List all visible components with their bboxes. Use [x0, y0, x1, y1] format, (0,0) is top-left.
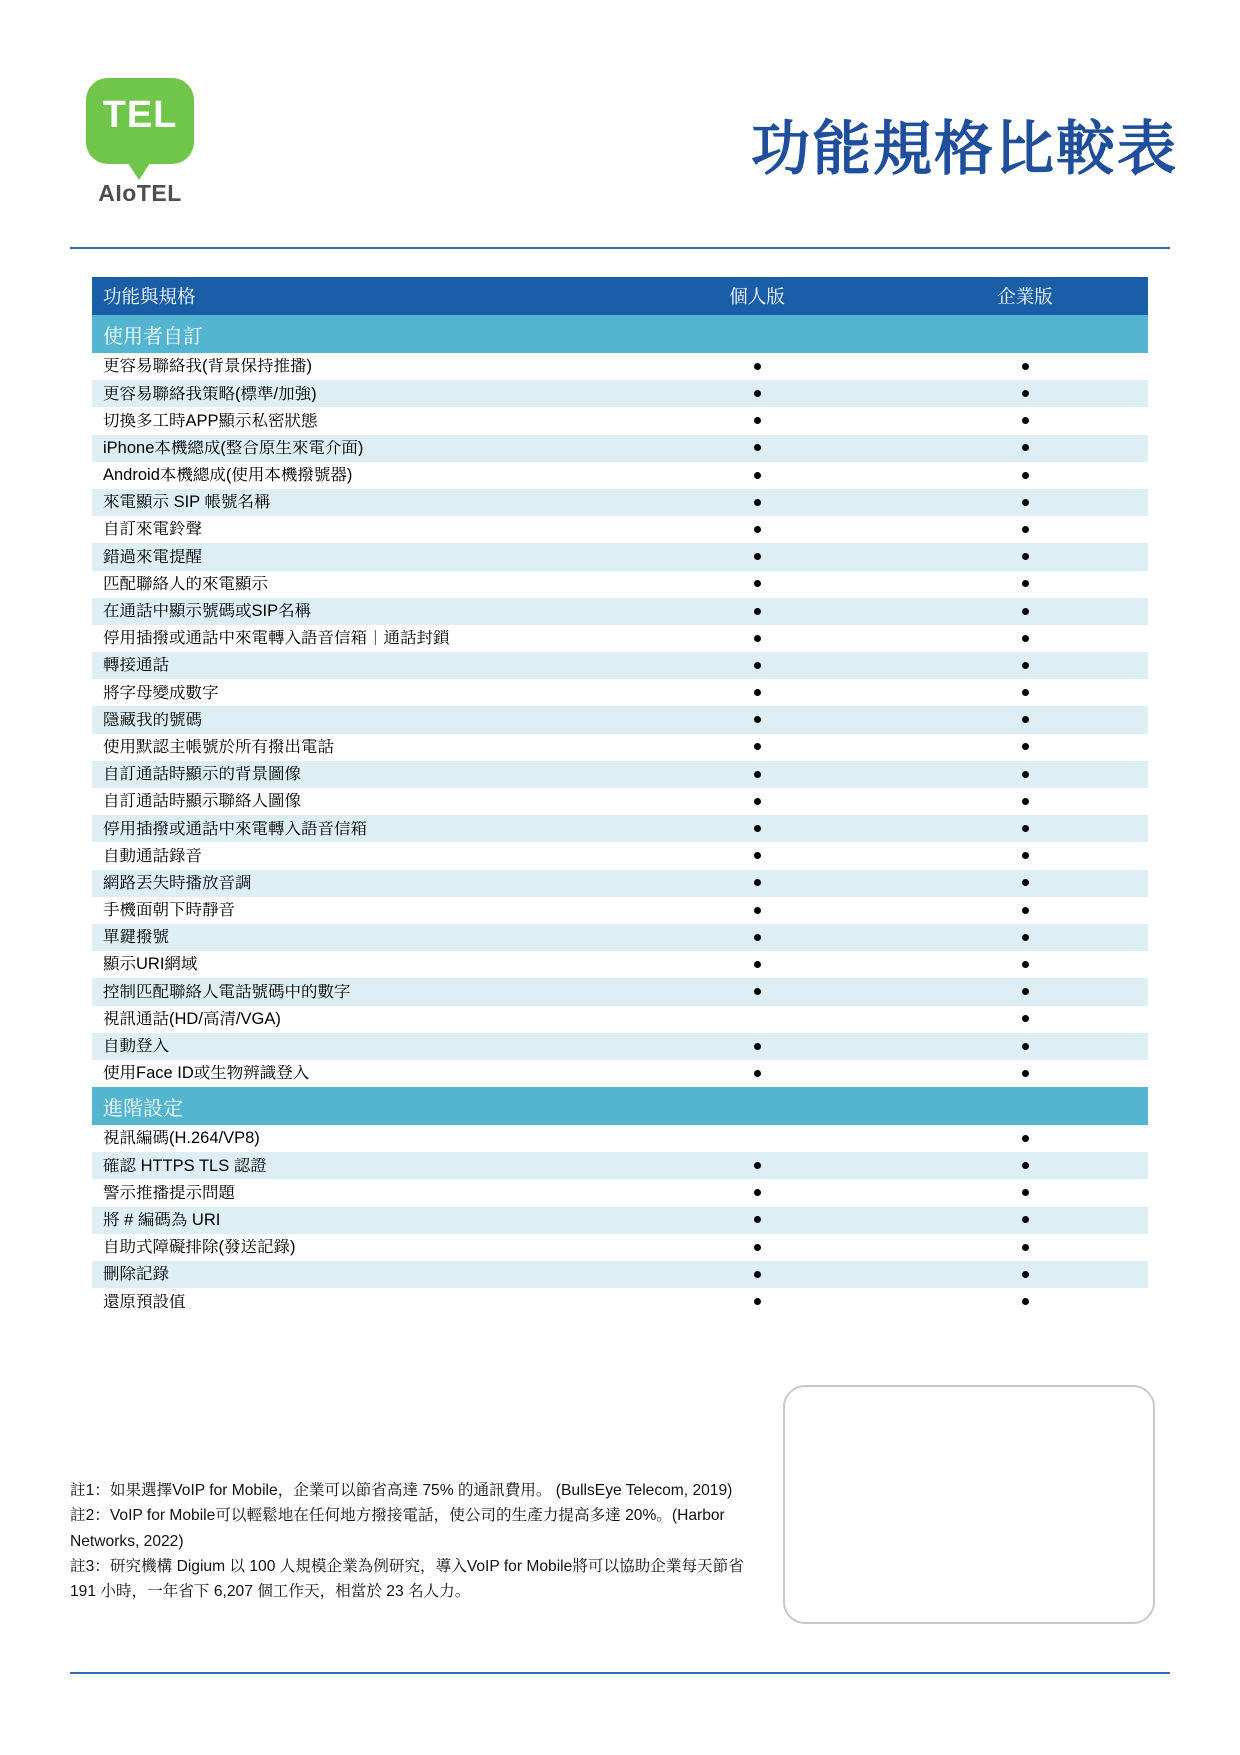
column-header-enterprise: 企業版: [997, 286, 1053, 307]
table-row: [92, 842, 1148, 869]
personal-mark: [623, 630, 891, 646]
feature-label: 切換多工時APP顯示私密狀態: [103, 412, 318, 430]
table-row: [92, 978, 1148, 1005]
feature-label: 自助式障礙排除(發送記錄): [103, 1239, 296, 1256]
feature-label: Android本機總成(使用本機撥號器): [103, 467, 353, 484]
logo-text: TEL: [102, 94, 178, 136]
enterprise-mark: [891, 495, 1159, 511]
feature-label: 更容易聯絡我策略(標準/加強): [103, 385, 317, 403]
footnote-1: 註1：如果選擇VoIP for Mobile，企業可以節省高達 75% 的通訊費用。 (BullsEye Telecom, 2019): [70, 1482, 733, 1499]
table-row: [92, 625, 1148, 652]
feature-label: 視訊編碼(H.264/VP8): [103, 1130, 260, 1147]
table-row: [92, 1207, 1148, 1234]
feature-label: 確認 HTTPS TLS 認證: [103, 1157, 267, 1175]
personal-mark: [623, 766, 891, 782]
personal-mark: [623, 440, 891, 456]
enterprise-mark: [891, 1038, 1159, 1054]
enterprise-mark: [891, 821, 1159, 837]
enterprise-mark: [891, 957, 1159, 973]
enterprise-mark: [891, 630, 1159, 646]
feature-label: 匹配聯絡人的來電顯示: [103, 575, 268, 593]
column-header-personal: 個人版: [729, 286, 785, 307]
section-header-advanced: [92, 1087, 1148, 1125]
table-row: [92, 1152, 1148, 1179]
table-row: [92, 815, 1148, 842]
table-row: [92, 489, 1148, 516]
personal-mark: [623, 603, 891, 619]
personal-mark: [623, 685, 891, 701]
enterprise-mark: [891, 1212, 1159, 1228]
personal-mark: [623, 549, 891, 565]
feature-label: 在通話中顯示號碼或SIP名稱: [103, 603, 312, 620]
feature-label: 自訂通話時顯示的背景圖像: [103, 766, 301, 783]
personal-mark: [623, 984, 891, 1000]
feature-label: 更容易聯絡我(背景保持推播): [103, 358, 312, 375]
personal-mark: [623, 794, 891, 810]
enterprise-mark: [891, 440, 1159, 456]
enterprise-mark: [891, 1294, 1159, 1310]
logo-caption: AIoTEL: [98, 180, 182, 206]
enterprise-mark: [891, 712, 1159, 728]
enterprise-mark: [891, 467, 1159, 483]
enterprise-mark: [891, 576, 1159, 592]
table-row: [92, 1060, 1148, 1087]
feature-label: 隱藏我的號碼: [103, 711, 202, 729]
personal-mark: [623, 739, 891, 755]
feature-label: 將字母變成數字: [103, 684, 219, 702]
footnotes: [70, 1478, 750, 1604]
enterprise-mark: [891, 685, 1159, 701]
feature-label: iPhone本機總成(整合原生來電介面): [103, 439, 364, 457]
section-title: 使用者自訂: [103, 325, 203, 348]
personal-mark: [623, 712, 891, 728]
enterprise-mark: [891, 522, 1159, 538]
personal-mark: [623, 1185, 891, 1201]
personal-mark: [623, 957, 891, 973]
feature-label: 還原預設值: [103, 1293, 186, 1311]
feature-label: 使用默認主帳號於所有撥出電話: [103, 738, 334, 756]
feature-label: 控制匹配聯絡人電話號碼中的數字: [103, 983, 351, 1001]
feature-label: 自訂來電鈴聲: [103, 521, 202, 538]
feature-label: 單鍵撥號: [103, 929, 169, 946]
feature-label: 刪除記錄: [103, 1266, 169, 1283]
page-header: [0, 0, 1240, 250]
personal-mark: [623, 1065, 891, 1081]
feature-label: 警示推播提示問題: [103, 1184, 235, 1202]
footnote-2: 註2：VoIP for Mobile可以輕鬆地在任何地方撥接電話，使公司的生產力提高多達 20%。(Harbor Networks, 2022): [70, 1507, 730, 1550]
table-row: [92, 1179, 1148, 1206]
table-row: [92, 571, 1148, 598]
table-row: [92, 543, 1148, 570]
table-row: [92, 516, 1148, 543]
enterprise-mark: [891, 794, 1159, 810]
header-divider: [70, 247, 1170, 249]
feature-label: 轉接通話: [103, 657, 169, 674]
table-row: [92, 1261, 1148, 1288]
feature-label: 停用插撥或通話中來電轉入語音信箱｜通話封鎖: [103, 630, 450, 647]
feature-label: 將 # 編碼為 URI: [103, 1211, 221, 1229]
speech-bubble-icon: [86, 78, 194, 164]
table-row: [92, 380, 1148, 407]
feature-label: 錯過來電提醒: [103, 548, 202, 566]
enterprise-mark: [891, 1267, 1159, 1283]
enterprise-mark: [891, 359, 1159, 375]
comparison-table: [92, 277, 1148, 1315]
table-row: [92, 353, 1148, 380]
footnote-3: 註3：研究機構 Digium 以 100 人規模企業為例研究，導入VoIP for Mobile將可以協助企業每天節省 191 小時，一年省下 6,207 個工作天，相當於 23 名人力。: [70, 1557, 749, 1600]
table-row: [92, 598, 1148, 625]
table-row: [92, 1234, 1148, 1261]
feature-label: 來電顯示 SIP 帳號名稱: [103, 494, 271, 511]
personal-mark: [623, 821, 891, 837]
personal-mark: [623, 1267, 891, 1283]
page-title: 功能規格比較表: [750, 116, 1178, 182]
logo: [70, 78, 210, 207]
feature-label: 停用插撥或通話中來電轉入語音信箱: [103, 820, 367, 838]
table-row: [92, 407, 1148, 434]
enterprise-mark: [891, 766, 1159, 782]
table-row: [92, 462, 1148, 489]
table-row: [92, 1006, 1148, 1033]
enterprise-mark: [891, 549, 1159, 565]
feature-label: 自動通話錄音: [103, 847, 202, 865]
personal-mark: [623, 386, 891, 402]
personal-mark: [623, 1158, 891, 1174]
personal-mark: [623, 902, 891, 918]
enterprise-mark: [891, 1158, 1159, 1174]
qr-code-placeholder: [783, 1385, 1155, 1624]
enterprise-mark: [891, 875, 1159, 891]
personal-mark: [623, 848, 891, 864]
personal-mark: [623, 930, 891, 946]
table-header-row: [92, 277, 1148, 315]
enterprise-mark: [891, 1185, 1159, 1201]
enterprise-mark: [891, 658, 1159, 674]
personal-mark: [623, 467, 891, 483]
personal-mark: [623, 522, 891, 538]
footer-divider: [70, 1672, 1170, 1674]
table-row: [92, 679, 1148, 706]
table-row: [92, 924, 1148, 951]
feature-label: 視訊通話(HD/高清/VGA): [103, 1010, 281, 1028]
feature-label: 手機面朝下時靜音: [103, 902, 235, 919]
table-row: [92, 435, 1148, 462]
table-row: [92, 706, 1148, 733]
personal-mark: [623, 1239, 891, 1255]
table-row: [92, 897, 1148, 924]
personal-mark: [623, 658, 891, 674]
table-row: [92, 1288, 1148, 1315]
personal-mark: [623, 1038, 891, 1054]
personal-mark: [623, 576, 891, 592]
personal-mark: [623, 1212, 891, 1228]
feature-label: 使用Face ID或生物辨識登入: [103, 1065, 310, 1082]
personal-mark: [623, 359, 891, 375]
enterprise-mark: [891, 930, 1159, 946]
personal-mark: [623, 875, 891, 891]
table-row: [92, 652, 1148, 679]
personal-mark: [623, 495, 891, 511]
enterprise-mark: [891, 1065, 1159, 1081]
enterprise-mark: [891, 1011, 1159, 1027]
enterprise-mark: [891, 603, 1159, 619]
feature-label: 顯示URI網域: [103, 956, 198, 973]
personal-mark: [623, 1294, 891, 1310]
column-header-feature: 功能與規格: [103, 286, 196, 307]
table-row: [92, 951, 1148, 978]
enterprise-mark: [891, 386, 1159, 402]
table-row: [92, 1125, 1148, 1152]
personal-mark: [623, 413, 891, 429]
section-header-user-custom: [92, 315, 1148, 353]
table-row: [92, 788, 1148, 815]
enterprise-mark: [891, 984, 1159, 1000]
table-row: [92, 734, 1148, 761]
enterprise-mark: [891, 902, 1159, 918]
feature-label: 網路丟失時播放音調: [103, 874, 252, 892]
enterprise-mark: [891, 739, 1159, 755]
feature-label: 自訂通話時顯示聯絡人圖像: [103, 793, 301, 810]
enterprise-mark: [891, 848, 1159, 864]
enterprise-mark: [891, 1131, 1159, 1147]
table-row: [92, 870, 1148, 897]
feature-label: 自動登入: [103, 1038, 169, 1055]
enterprise-mark: [891, 413, 1159, 429]
enterprise-mark: [891, 1239, 1159, 1255]
section-title: 進階設定: [103, 1097, 183, 1120]
table-row: [92, 1033, 1148, 1060]
table-row: [92, 761, 1148, 788]
